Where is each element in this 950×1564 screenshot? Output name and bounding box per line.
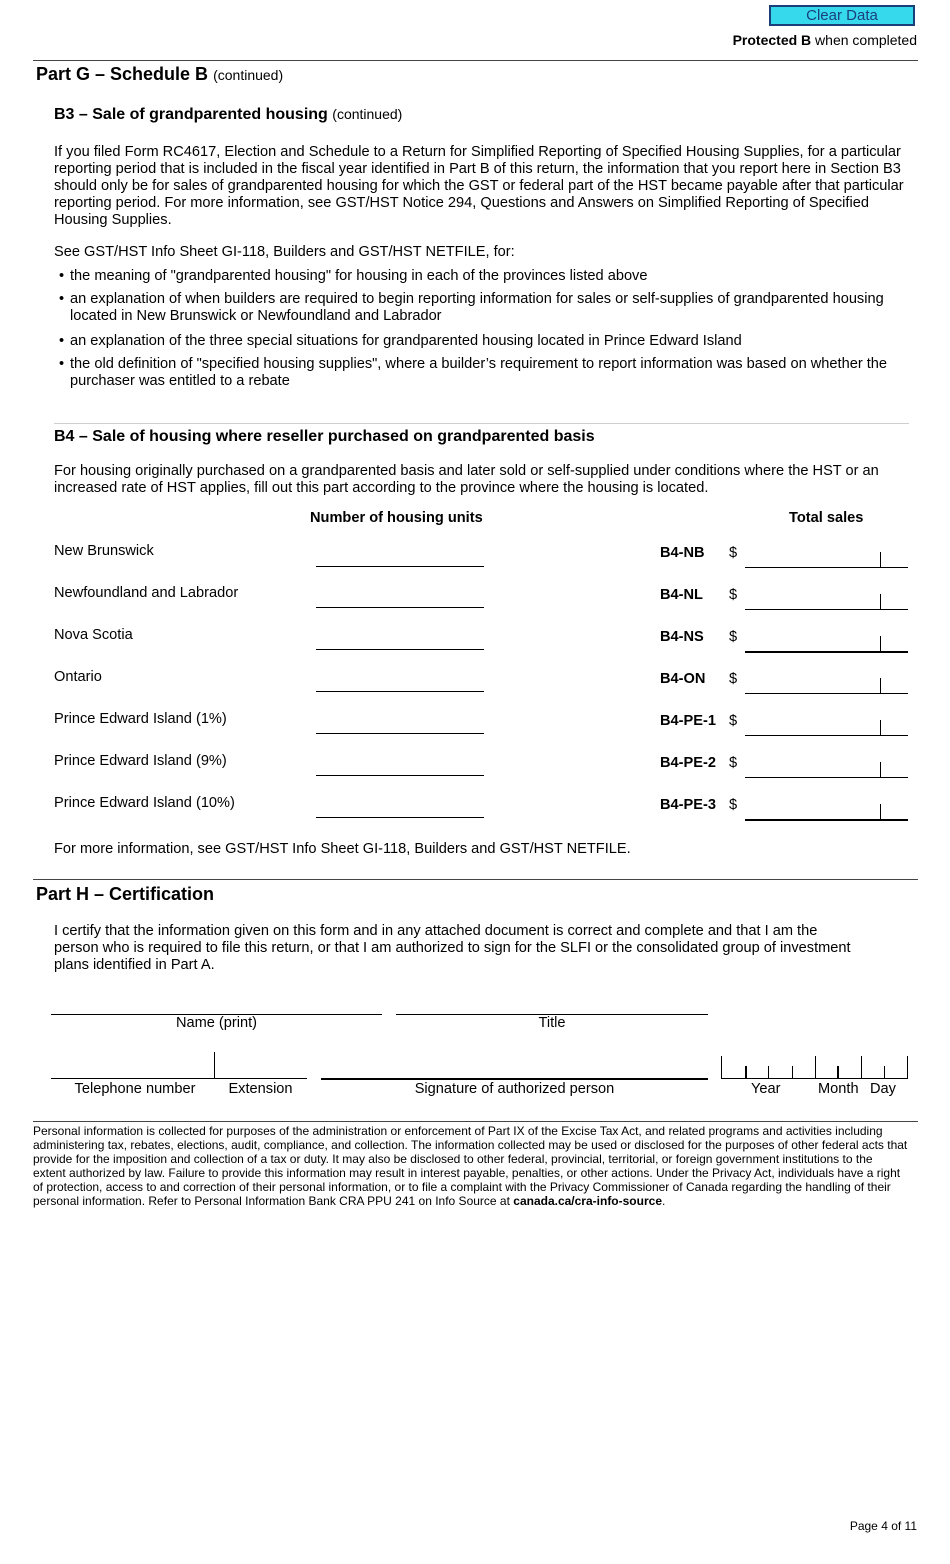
- b4-paragraph: For housing originally purchased on a grandparented basis and later sold or self-supplied under conditions where the HST or an increased rate of HST applies, fill out this part according to the province where the housing is located.: [54, 463, 879, 496]
- list-item: • the old definition of "specified housing supplies", where a builder’s requirement to report information was based on whether the purchaser was entitled to a rebate: [59, 356, 888, 389]
- dollar-sign: $: [729, 713, 738, 729]
- privacy-divider: [33, 1121, 918, 1122]
- b3-title: B3 – Sale of grandparented housing (continued): [54, 106, 403, 123]
- b4-divider: [54, 423, 909, 424]
- extension-input[interactable]: [214, 1078, 307, 1079]
- province-label: Prince Edward Island (1%): [54, 711, 227, 727]
- b3-bullet-list: [54, 268, 904, 390]
- units-input-nb[interactable]: [316, 566, 484, 567]
- sales-column-header: Total sales: [789, 510, 864, 526]
- telephone-separator: [214, 1052, 215, 1079]
- b4-more-info: For more information, see GST/HST Info Sheet GI-118, Builders and GST/HST NETFILE.: [54, 841, 631, 857]
- telephone-label: Telephone number: [74, 1081, 196, 1097]
- dollar-sign: $: [729, 545, 738, 561]
- units-input-pe2[interactable]: [316, 775, 484, 776]
- protected-b-notice: [733, 32, 917, 48]
- signature-input[interactable]: [321, 1078, 708, 1080]
- province-label: Ontario: [54, 669, 102, 685]
- dollar-sign: $: [729, 587, 738, 603]
- protected-b-suffix: when completed: [811, 32, 917, 48]
- list-item: • an explanation of the three special situations for grandparented housing located in Prince Edward Island: [59, 333, 742, 349]
- line-code: B4-PE-1: [660, 713, 716, 729]
- certification-paragraph: I certify that the information given on this form and in any attached document is correct and complete and that I am the person who is required to file this return, or that I am authorized to sign for the SLFI or the consolidated group of investment plans identified in Part A.: [54, 923, 851, 973]
- line-code: B4-NB: [660, 545, 705, 561]
- part-h-title: Part H – Certification: [36, 884, 215, 904]
- sales-input-ns[interactable]: [745, 636, 908, 653]
- name-label: Name (print): [175, 1015, 258, 1031]
- day-label: Day: [870, 1081, 896, 1097]
- list-item: • an explanation of when builders are required to begin reporting information for sales or self-supplies of grandparented housing located in New Brunswick or Newfoundland and Labrador: [59, 291, 884, 324]
- dollar-sign: $: [729, 755, 738, 771]
- part-g-divider: [33, 60, 918, 61]
- province-label: New Brunswick: [54, 543, 154, 559]
- privacy-notice: Personal information is collected for purposes of the administration or enforcement of Part IX of the Excise Tax Act, and related programs and activities including administering tax, rebates, elections, audit, compliance, and collection. The information collected may be used or disclosed for the purposes of other federal acts that provide for the imposition and collection of a tax or duty. It may also be disclosed to other federal, provincial, territorial, or foreign government institutions to the extent authorized by law. Failure to provide this information may result in interest payable, penalties, or other actions. Under the Privacy Act, individuals have a right of protection, access to and correction of their personal information, or to file a complaint with the Privacy Commissioner of Canada regarding the handling of their personal information. Refer to Personal Information Bank CRA PPU 241 on Info Source at canada.ca/cra-info-source.: [33, 1124, 908, 1208]
- line-code: B4-PE-3: [660, 797, 716, 813]
- sales-input-pe3[interactable]: [745, 804, 908, 821]
- sales-input-pe2[interactable]: [745, 762, 908, 778]
- b3-see-intro: See GST/HST Info Sheet GI-118, Builders and GST/HST NETFILE, for:: [54, 244, 515, 260]
- sales-input-nl[interactable]: [745, 594, 908, 610]
- title-label: Title: [538, 1015, 566, 1031]
- units-column-header: Number of housing units: [310, 510, 483, 526]
- extension-label: Extension: [228, 1081, 293, 1097]
- units-input-on[interactable]: [316, 691, 484, 692]
- sales-input-on[interactable]: [745, 678, 908, 694]
- month-label: Month: [818, 1081, 859, 1097]
- sales-input-nb[interactable]: [745, 552, 908, 568]
- year-label: Year: [751, 1081, 781, 1097]
- clear-data-button[interactable]: Clear Data: [769, 5, 915, 26]
- line-code: B4-PE-2: [660, 755, 716, 771]
- dollar-sign: $: [729, 671, 738, 687]
- signature-label: Signature of authorized person: [414, 1081, 615, 1097]
- line-code: B4-NS: [660, 629, 704, 645]
- part-h-divider: [33, 879, 918, 880]
- sales-input-pe1[interactable]: [745, 720, 908, 736]
- province-label: Newfoundland and Labrador: [54, 585, 239, 601]
- info-source-link[interactable]: canada.ca/cra-info-source: [513, 1194, 662, 1208]
- line-code: B4-ON: [660, 671, 706, 687]
- b3-paragraph: If you filed Form RC4617, Election and Schedule to a Return for Simplified Reporting of Specified Housing Supplies, for a particular reporting period that is included in the fiscal year identified in Part B of this return, the information that you report here in Section B3 should only be for sales of grandparented housing for which the GST or federal part of the HST became payable after that particular reporting period. For more information, see GST/HST Notice 294, Questions and Answers on Simplified Reporting of Specified Housing Supplies.: [54, 144, 904, 228]
- dollar-sign: $: [729, 797, 738, 813]
- units-input-nl[interactable]: [316, 607, 484, 608]
- province-label: Nova Scotia: [54, 627, 133, 643]
- dollar-sign: $: [729, 629, 738, 645]
- units-input-pe1[interactable]: [316, 733, 484, 734]
- list-item: • the meaning of "grandparented housing" for housing in each of the provinces listed above: [59, 268, 648, 284]
- page-number: Page 4 of 11: [849, 1519, 917, 1533]
- part-g-title: Part G – Schedule B (continued): [36, 64, 284, 84]
- telephone-input[interactable]: [51, 1078, 214, 1079]
- b4-title: B4 – Sale of housing where reseller purchased on grandparented basis: [54, 428, 595, 445]
- units-input-ns[interactable]: [316, 649, 484, 650]
- line-code: B4-NL: [660, 587, 703, 603]
- units-input-pe3[interactable]: [316, 817, 484, 818]
- province-label: Prince Edward Island (9%): [54, 753, 227, 769]
- protected-b-label: Protected B: [732, 32, 812, 48]
- province-label: Prince Edward Island (10%): [54, 795, 235, 811]
